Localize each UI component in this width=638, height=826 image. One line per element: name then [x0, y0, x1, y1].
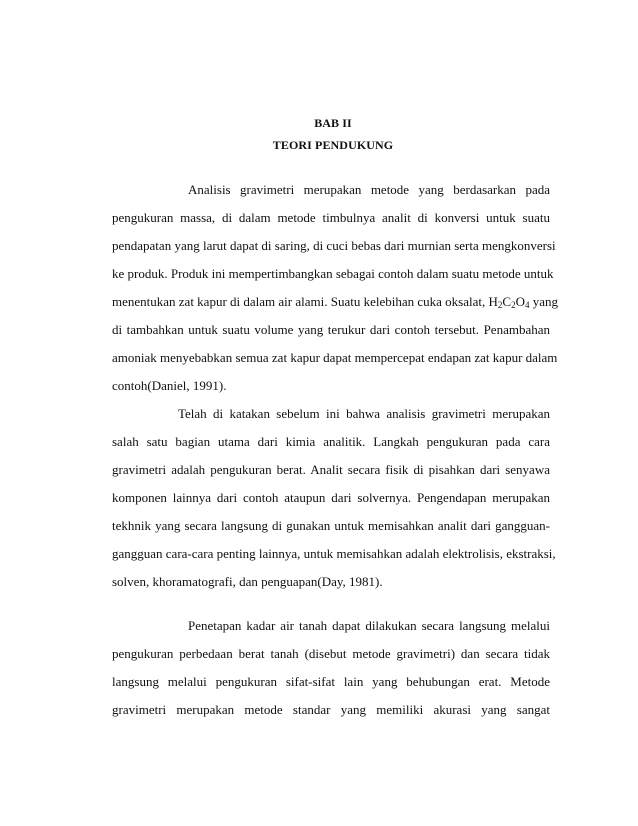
line-text: menentukan zat kapur di dalam air alami. Suatu kelebihan cuka oksalat,	[112, 294, 489, 309]
paragraph-2-line: Telah di katakan sebelum ini bahwa analisis gravimetri merupakan	[178, 406, 550, 421]
paragraph-1-line: ke produk. Produk ini mempertimbangkan sebagai contoh dalam suatu metode untuk	[112, 266, 554, 281]
paragraph-2-line: gravimetri adalah pengukuran berat. Analit secara fisik di pisahkan dari senyawa	[112, 462, 550, 477]
paragraph-3-line: langsung melalui pengukuran sifat-sifat lain yang behubungan erat. Metode	[112, 674, 550, 689]
paragraph-2-line: tekhnik yang secara langsung di gunakan untuk memisahkan analit dari gangguan-	[112, 518, 550, 533]
chapter-title: TEORI PENDUKUNG	[272, 138, 394, 152]
paragraph-2-line: komponen lainnya dari contoh ataupun dari solvernya. Pengendapan merupakan	[112, 490, 550, 505]
formula-subscript: 2	[511, 300, 516, 310]
formula-subscript: 2	[497, 300, 503, 310]
paragraph-3-line: Penetapan kadar air tanah dapat dilakukan secara langsung melalui	[188, 618, 550, 633]
paragraph-1-line: pengukuran massa, di dalam metode timbulnya analit di konversi untuk suatu	[112, 210, 550, 225]
paragraph-1-line: contoh(Daniel, 1991).	[112, 378, 227, 393]
paragraph-2-line: salah satu bagian utama dari kimia analitik. Langkah pengukuran pada cara	[112, 434, 550, 449]
paragraph-2-line: solven, khoramatografi, dan penguapan(Day, 1981).	[112, 574, 383, 589]
chapter-number: BAB II	[314, 116, 352, 130]
line-text: yang	[529, 294, 558, 309]
paragraph-1-line: pendapatan yang larut dapat di saring, di cuci bebas dari murnian serta mengkonversi	[112, 238, 556, 253]
paragraph-2-line: gangguan cara-cara penting lainnya, untuk memisahkan adalah elektrolisis, ekstraksi,	[112, 546, 556, 561]
formula-part: H	[488, 294, 498, 309]
paragraph-1-line-formula	[112, 294, 558, 310]
paragraph-3-line: pengukuran perbedaan berat tanah (disebut metode gravimetri) dan secara tidak	[112, 646, 550, 661]
paragraph-1-line: di tambahkan untuk suatu volume yang terukur dari contoh tersebut. Penambahan	[112, 322, 550, 337]
formula-part: O	[515, 294, 525, 309]
paragraph-3-line: gravimetri merupakan metode standar yang memiliki akurasi yang sangat	[112, 702, 550, 717]
formula-subscript: 4	[524, 300, 530, 310]
paragraph-1-line: Analisis gravimetri merupakan metode yang berdasarkan pada	[188, 182, 550, 197]
paragraph-1-line: amoniak menyebabkan semua zat kapur dapat mempercepat endapan zat kapur dalam	[112, 350, 558, 365]
formula-part: C	[502, 294, 512, 309]
